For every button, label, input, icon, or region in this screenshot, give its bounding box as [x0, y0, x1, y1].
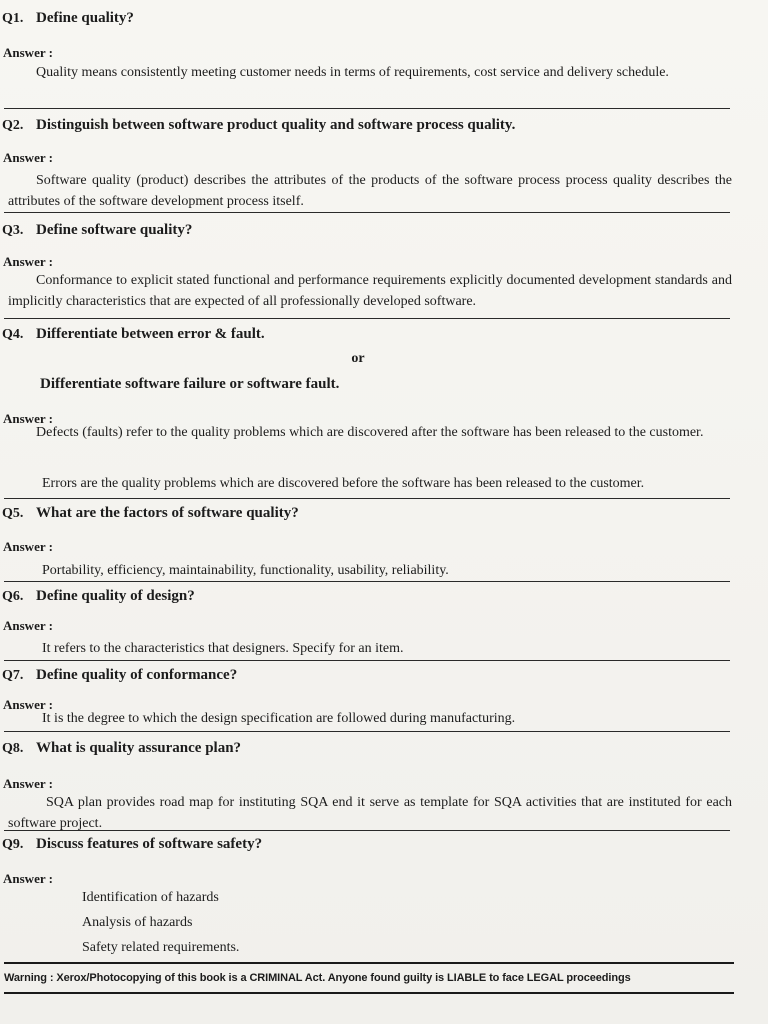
- divider: [4, 498, 730, 499]
- answer-text: Portability, efficiency, maintainability, functionality, usability, reliability.: [42, 563, 449, 578]
- divider: [4, 581, 730, 582]
- answer-label: Answer :: [3, 871, 53, 886]
- question-number: Q1.: [2, 11, 24, 26]
- answer-label: Answer :: [3, 150, 53, 165]
- divider: [4, 318, 730, 319]
- question-title: What is quality assurance plan?: [36, 740, 242, 756]
- divider: [4, 731, 730, 732]
- answer-label: Answer :: [3, 539, 53, 554]
- question-number: Q7.: [2, 668, 24, 683]
- question-number: Q3.: [2, 223, 24, 238]
- question-3: [2, 222, 192, 239]
- answer-label: Answer :: [3, 254, 53, 269]
- question-7: [2, 667, 237, 684]
- question-1: [2, 10, 134, 27]
- question-2: [2, 117, 515, 134]
- answer-label: Answer :: [3, 697, 53, 712]
- divider: [4, 212, 730, 213]
- answer-label: Answer :: [3, 618, 53, 633]
- question-9: [2, 836, 262, 853]
- answer-text: Quality means consistently meeting customer needs in terms of requirements, cost service and delivery schedule.: [36, 65, 669, 80]
- question-number: Q5.: [2, 506, 24, 521]
- question-title: Define quality of conformance?: [36, 667, 238, 683]
- question-title: Discuss features of software safety?: [36, 836, 263, 852]
- question-4-alt-title: Differentiate software failure or software fault.: [40, 376, 340, 392]
- hazard-list: [82, 885, 239, 960]
- question-number: Q6.: [2, 589, 24, 604]
- answer-text: Errors are the quality problems which are discovered before the software has been released to the customer.: [42, 476, 645, 491]
- question-4: [2, 326, 265, 343]
- answer-label: Answer :: [3, 411, 53, 426]
- question-6: [2, 588, 195, 605]
- question-8: [2, 740, 241, 757]
- answer-label: Answer :: [3, 776, 53, 791]
- question-title: Define software quality?: [36, 222, 193, 238]
- answer-text: Conformance to explicit stated functional and performance requirements explicitly documented development standards and implicitly characteristics that are expected of all professionally developed software.: [8, 273, 732, 309]
- question-title: Differentiate between error & fault.: [36, 326, 265, 342]
- divider: [4, 108, 730, 109]
- question-number: Q4.: [2, 327, 24, 342]
- question-number: Q8.: [2, 741, 24, 756]
- copyright-warning: Warning : Xerox/Photocopying of this book is a CRIMINAL Act. Anyone found guilty is LIABLE to face LEGAL proceedings: [4, 962, 734, 994]
- answer-text: It is the degree to which the design specification are followed during manufacturing.: [42, 711, 516, 726]
- question-number: Q2.: [2, 118, 24, 133]
- answer-text: Defects (faults) refer to the quality problems which are discovered after the software has been released to the customer.: [36, 425, 704, 440]
- list-item: Safety related requirements.: [82, 940, 240, 955]
- answer-text: It refers to the characteristics that designers. Specify for an item.: [42, 641, 404, 656]
- question-number: Q9.: [2, 837, 24, 852]
- divider: [4, 660, 730, 661]
- answer-text: SQA plan provides road map for instituting SQA end it serve as template for SQA activities that are instituted for each software project.: [8, 795, 732, 831]
- answer-label: Answer :: [3, 45, 53, 60]
- list-item: Identification of hazards: [82, 890, 219, 905]
- question-title: What are the factors of software quality?: [36, 505, 299, 521]
- question-title: Distinguish between software product quality and software process quality.: [36, 117, 516, 133]
- question-title: Define quality of design?: [36, 588, 195, 604]
- question-title: Define quality?: [36, 10, 134, 26]
- question-5: [2, 505, 299, 522]
- answer-text: Software quality (product) describes the attributes of the products of the software process process quality describes the attributes of the software development process itself.: [8, 173, 732, 209]
- list-item: Analysis of hazards: [82, 915, 193, 930]
- divider: [4, 830, 730, 831]
- or-separator: or: [351, 351, 365, 366]
